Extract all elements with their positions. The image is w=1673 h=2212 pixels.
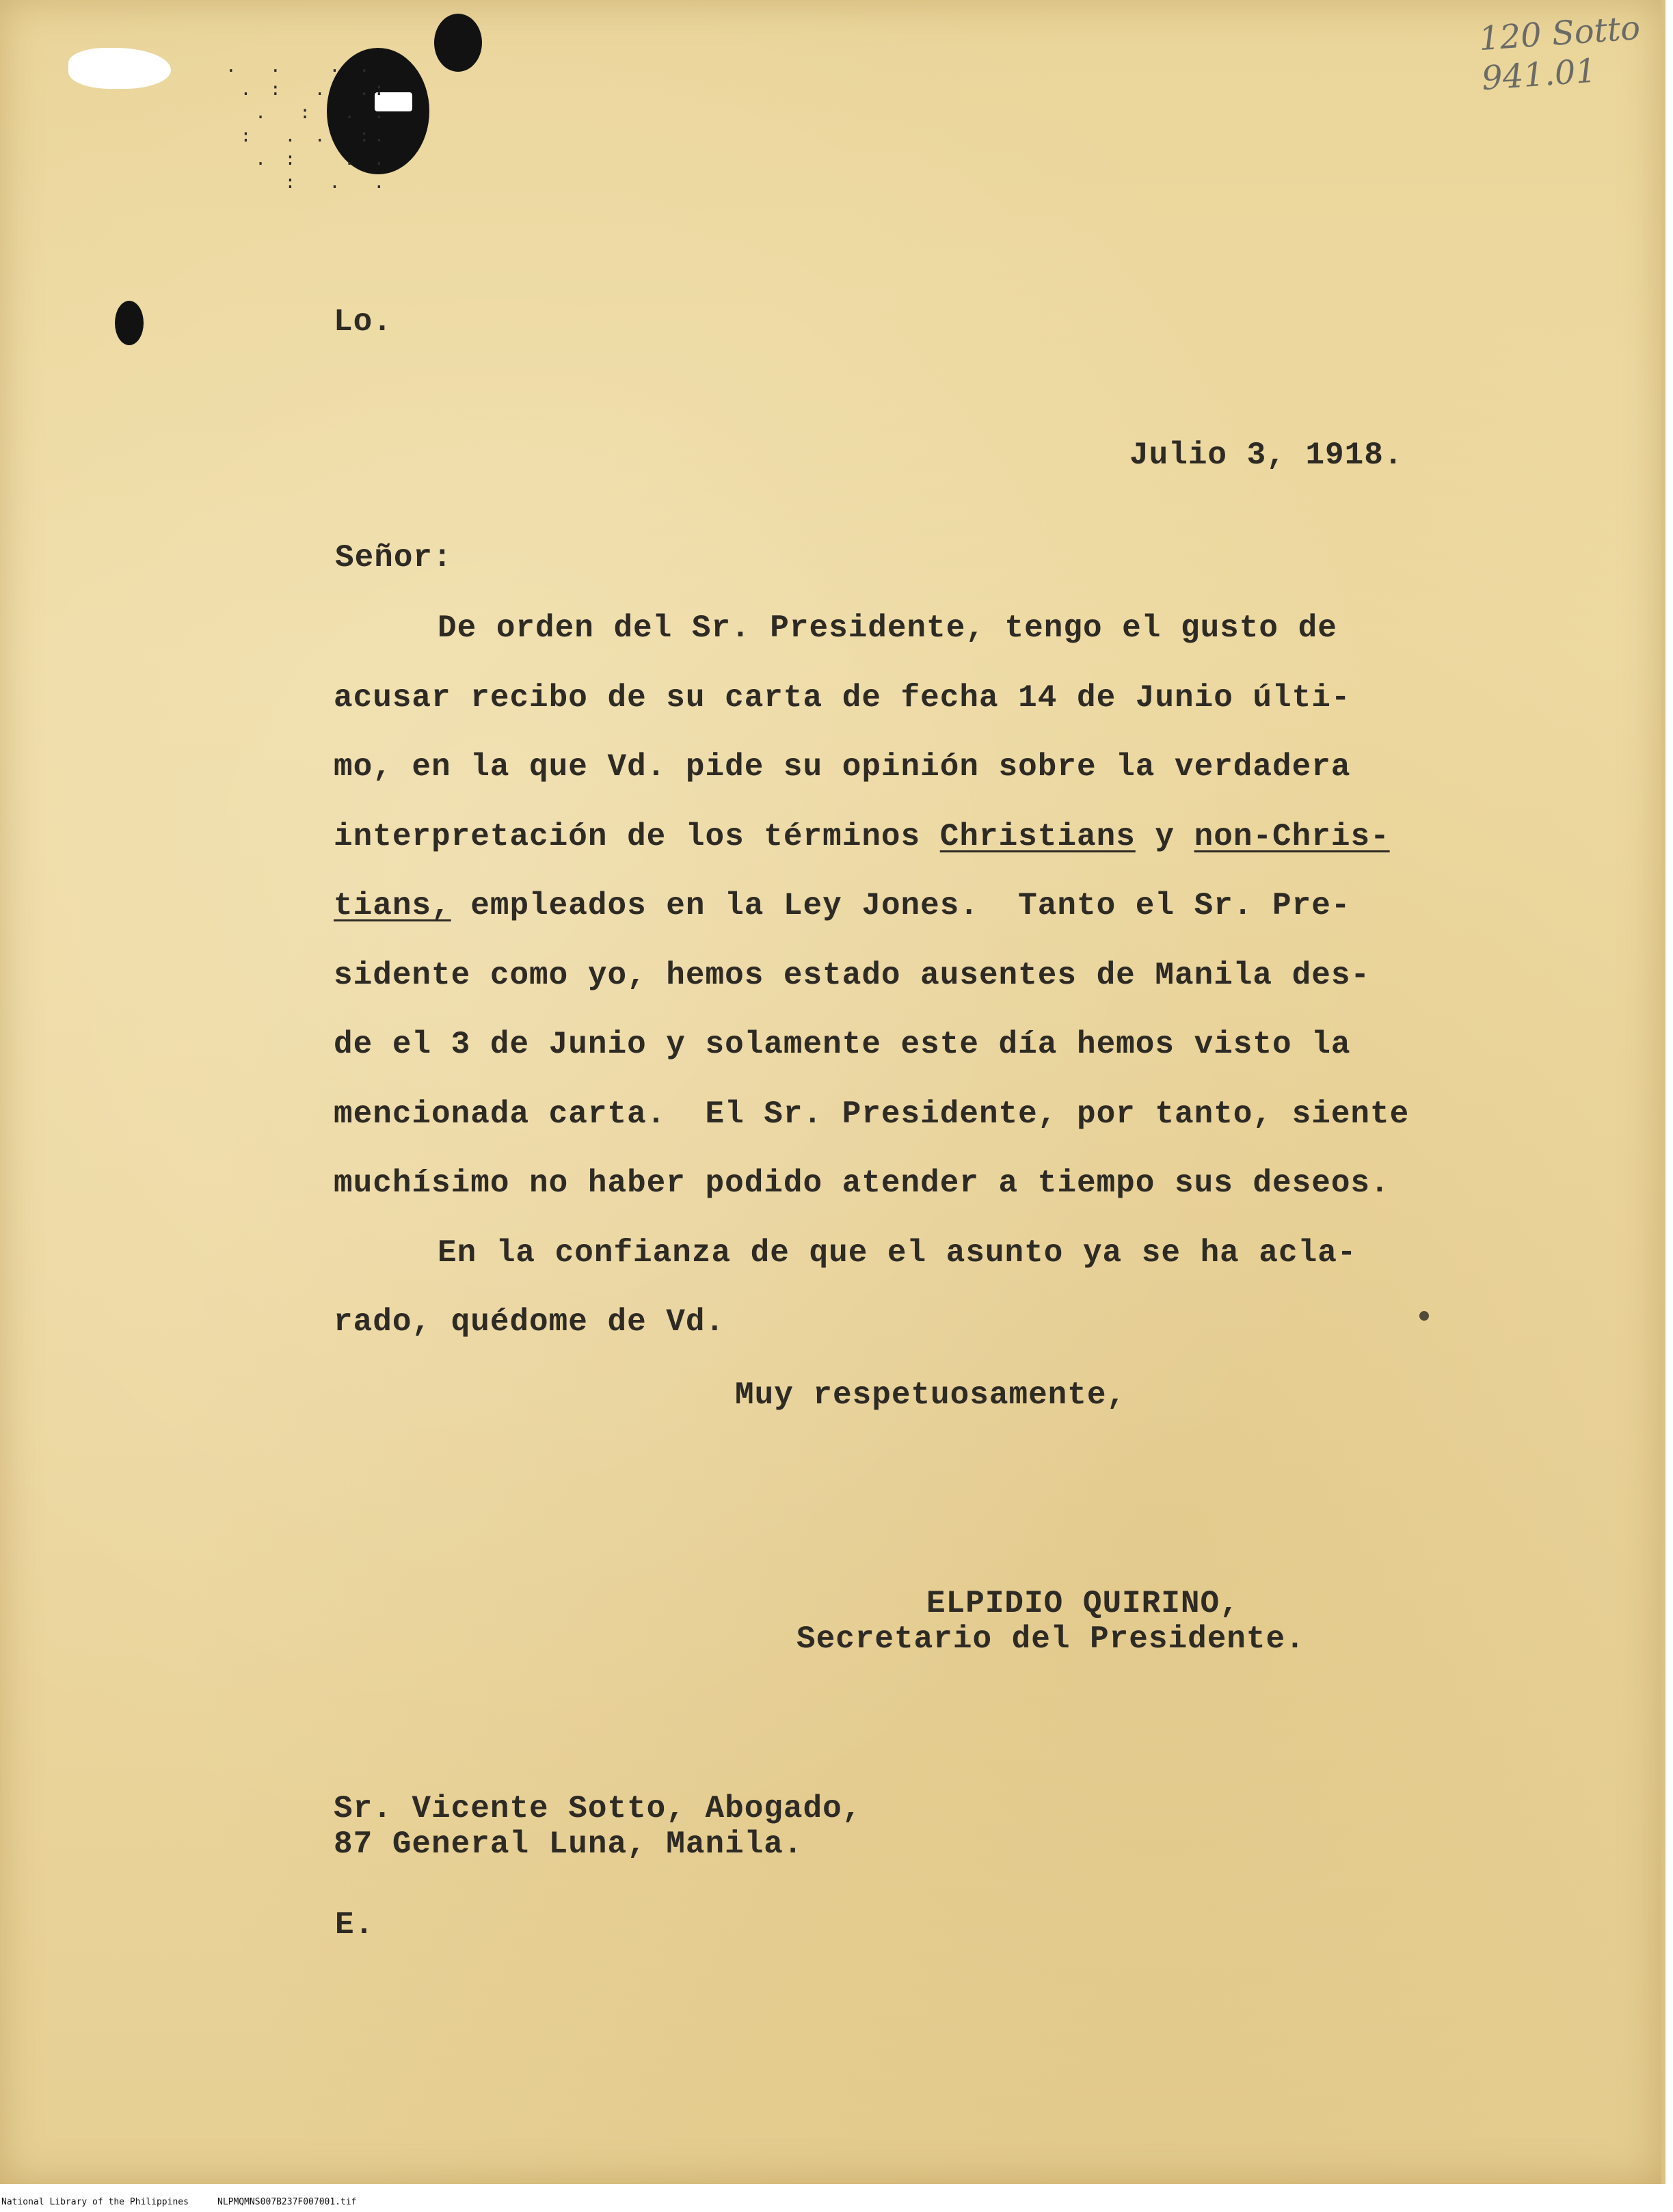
body-line (334, 1304, 725, 1340)
body-line (438, 1235, 1356, 1271)
body-text: mo, en la que Vd. pide su opinión sobre la verdadera (334, 749, 1351, 785)
underlined-term: tians, (334, 888, 451, 923)
signature-title: Secretario del Presidente. (797, 1621, 1305, 1657)
body-text: rado, quédome de Vd. (334, 1304, 725, 1340)
typist-initial: E. (335, 1907, 375, 1943)
pencil-annotation (1477, 8, 1644, 98)
body-line (334, 888, 1350, 923)
body-line (334, 819, 1390, 854)
recipient-name: Sr. Vicente Sotto, Abogado, (334, 1791, 862, 1826)
body-line (334, 958, 1370, 993)
ink-stain-small (115, 301, 144, 345)
reference-mark: Lo. (334, 304, 392, 340)
letter-date: Julio 3, 1918. (1129, 437, 1404, 473)
binding-holes: . . . . . : . .: . : . . : . . :. . : . . : . . (226, 56, 389, 193)
body-text: interpretación de los términos (334, 819, 940, 854)
body-line (334, 1165, 1390, 1201)
body-text: muchísimo no haber podido atender a tiempo sus deseos. (334, 1165, 1390, 1201)
body-text: sidente como yo, hemos estado ausentes de Manila des- (334, 958, 1371, 993)
ink-dot (1419, 1311, 1429, 1321)
recipient-address: 87 General Luna, Manila. (334, 1826, 803, 1862)
archive-footer-left: National Library of the Philippines (1, 2197, 189, 2207)
body-line (334, 680, 1350, 716)
body-text: empleados en la Ley Jones. Tanto el Sr. Pre- (451, 888, 1351, 923)
body-text: de el 3 de Junio y solamente este día hemos visto la (334, 1027, 1351, 1062)
signature-name: ELPIDIO QUIRINO, (926, 1586, 1240, 1621)
closing: Muy respetuosamente, (735, 1377, 1127, 1413)
body-text: De orden del Sr. Presidente, tengo el gusto de (438, 610, 1337, 646)
body-text: En la confianza de que el asunto ya se ha acla- (438, 1235, 1357, 1271)
pencil-annotation-line1: 120 Sotto (1477, 8, 1642, 59)
underlined-term: Christians (939, 819, 1136, 854)
salutation: Señor: (335, 540, 453, 576)
body-line (334, 749, 1350, 785)
torn-corner (68, 48, 171, 89)
body-line (334, 1096, 1409, 1132)
archive-footer-right: NLPMQMNS007B237F007001.tif (217, 2197, 357, 2207)
body-text: y (1135, 819, 1194, 854)
ink-stain-top (434, 14, 482, 72)
body-line (334, 1027, 1350, 1062)
body-line (438, 610, 1337, 646)
body-text: acusar recibo de su carta de fecha 14 de Junio últi- (334, 680, 1351, 716)
pencil-annotation-line2: 941.01 (1480, 51, 1598, 98)
underlined-term: non-Chris- (1194, 819, 1390, 854)
body-text: mencionada carta. El Sr. Presidente, por tanto, siente (334, 1096, 1410, 1132)
